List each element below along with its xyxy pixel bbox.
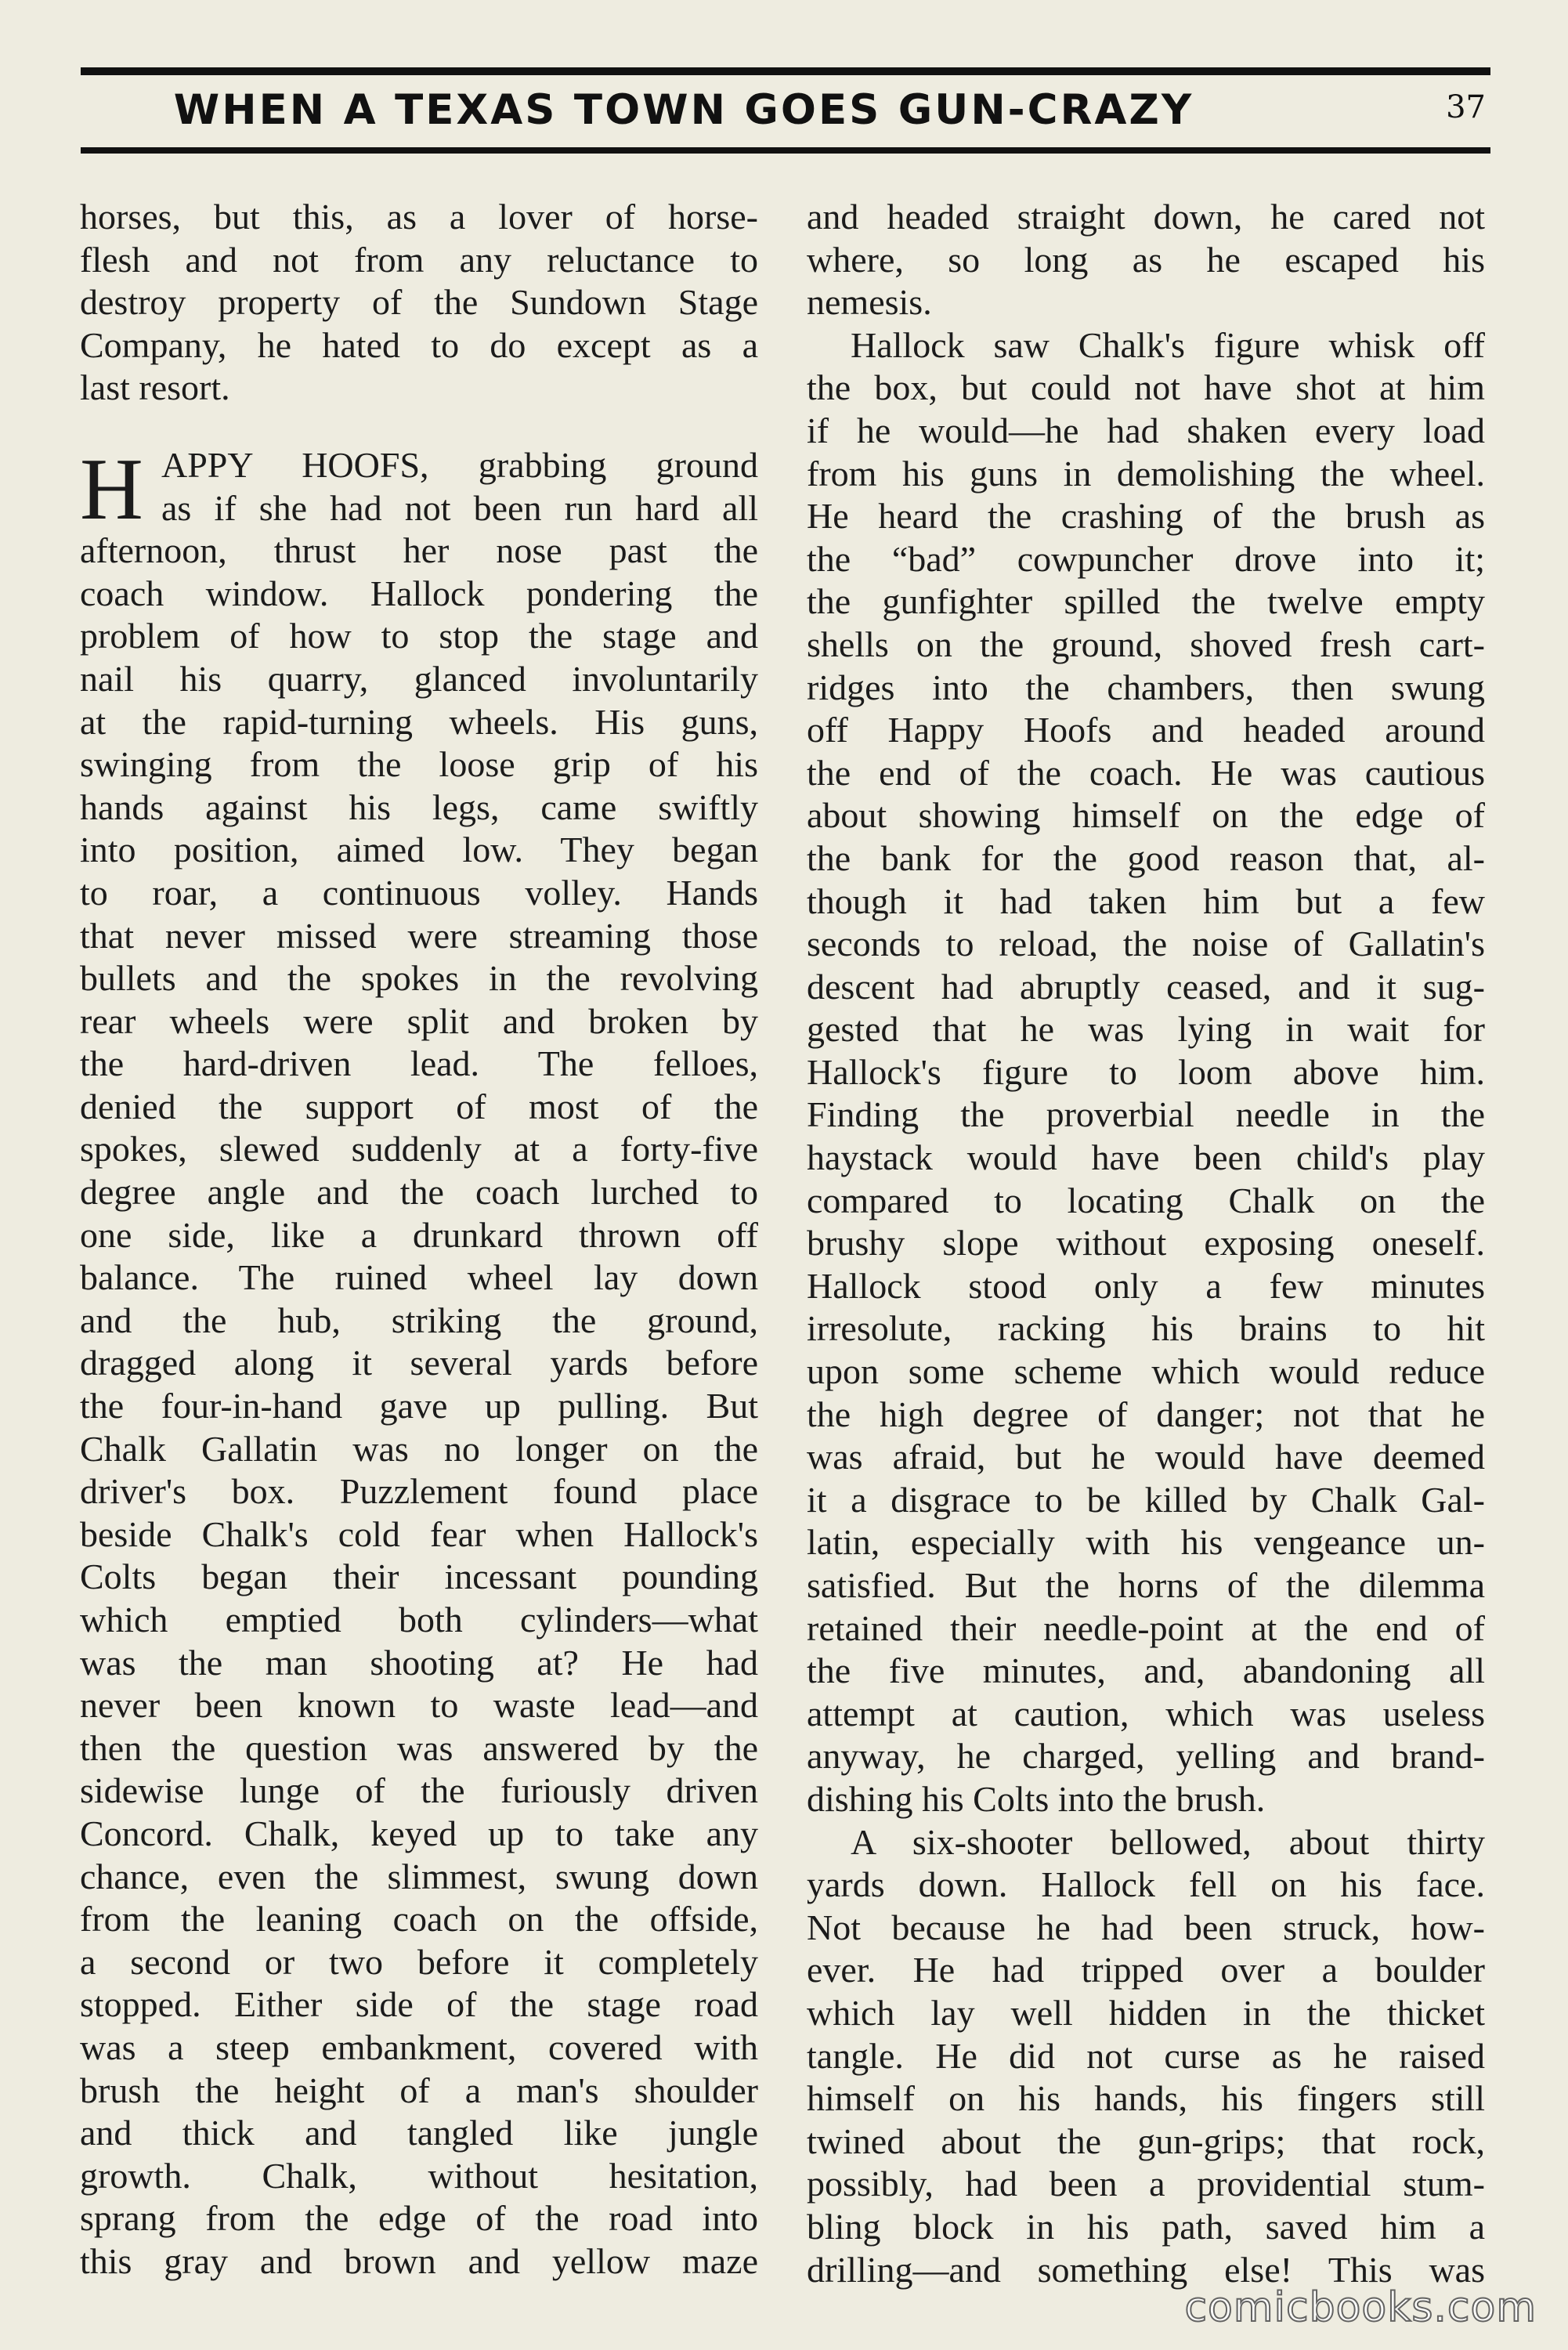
text-line: dishing his Colts into the brush. [807, 1778, 1266, 1819]
header-top-rule [81, 67, 1490, 75]
text-line: brush the height of a man's shoulder [80, 2070, 758, 2110]
text-line: nemesis. [807, 282, 932, 323]
text-line: the hard-driven lead. The felloes, [80, 1043, 758, 1084]
text-line: last resort. [80, 367, 230, 408]
text-line: Company, he hated to do except as a [80, 324, 758, 365]
text-line: retained their needle-point at the end of [807, 1607, 1485, 1648]
text-line: latin, especially with his vengeance un- [807, 1522, 1485, 1563]
text-line: tangle. He did not curse as he raised [807, 2035, 1485, 2076]
text-line: seconds to reload, the noise of Gallatin's [807, 924, 1485, 964]
text-line: though it had taken him but a few [807, 880, 1485, 921]
text-line: swinging from the loose grip of his [80, 744, 758, 785]
text-line: to roar, a continuous volley. Hands [80, 872, 758, 913]
text-line: was afraid, but he would have deemed [807, 1437, 1485, 1477]
watermark-logo: comicbooks.com [1184, 2284, 1537, 2331]
text-line: this gray and brown and yellow maze [80, 2240, 758, 2281]
text-line: A six-shooter bellowed, about thirty [851, 1821, 1485, 1862]
text-line: drilling—and something else! This was [807, 2249, 1485, 2290]
text-line: that never missed were streaming those [80, 915, 758, 956]
page-number: 37 [1446, 89, 1486, 125]
text-line: denied the support of most of the [80, 1086, 758, 1126]
text-line: degree angle and the coach lurched to [80, 1172, 758, 1213]
text-line: stopped. Either side of the stage road [80, 1984, 758, 2025]
text-line: balance. The ruined wheel lay down [80, 1257, 758, 1298]
text-line: sidewise lunge of the furiously driven [80, 1770, 758, 1811]
text-line: from his guns in demolishing the wheel. [807, 453, 1485, 494]
text-line: into position, aimed low. They began [80, 830, 758, 870]
text-line: one side, like a drunkard thrown off [80, 1214, 758, 1255]
text-line: the four-in-hand gave up pulling. But [80, 1386, 758, 1426]
text-line: at the rapid-turning wheels. His guns, [80, 701, 758, 742]
text-line: upon some scheme which would reduce [807, 1351, 1485, 1392]
text-line: descent had abruptly ceased, and it sug- [807, 966, 1485, 1007]
text-line: never been known to waste lead—and [80, 1685, 758, 1726]
left-column [80, 196, 758, 2295]
text-line: shells on the ground, shoved fresh cart- [807, 624, 1485, 664]
text-line: haystack would have been child's play [807, 1137, 1485, 1178]
text-line: the box, but could not have shot at him [807, 367, 1485, 408]
text-line: Concord. Chalk, keyed up to take any [80, 1813, 758, 1853]
paragraph [80, 530, 758, 2283]
text-line: then the question was answered by the [80, 1727, 758, 1768]
text-line: was a steep embankment, covered with [80, 2026, 758, 2067]
text-line: where, so long as he escaped his [807, 239, 1485, 280]
text-line: anyway, he charged, yelling and brand- [807, 1736, 1485, 1777]
text-line: which emptied both cylinders—what [80, 1600, 758, 1640]
text-line: as if she had not been run hard all [161, 487, 758, 528]
text-line: compared to locating Chalk on the [807, 1180, 1485, 1220]
text-line: ridges into the chambers, then swung [807, 667, 1485, 707]
text-line: irresolute, racking his brains to hit [807, 1308, 1485, 1349]
text-line: APPY HOOFS, grabbing ground [161, 444, 758, 485]
text-line: Hallock saw Chalk's figure whisk off [851, 324, 1485, 365]
text-line: Finding the proverbial needle in the [807, 1094, 1485, 1135]
text-line: the end of the coach. He was cautious [807, 752, 1485, 793]
text-line: attempt at caution, which was useless [807, 1693, 1485, 1734]
text-line: dragged along it several yards before [80, 1343, 758, 1383]
text-line: if he would—he had shaken every load [807, 410, 1485, 450]
text-line: and headed straight down, he cared not [807, 197, 1485, 237]
text-line: spokes, slewed suddenly at a forty-five [80, 1129, 758, 1170]
text-line: driver's box. Puzzlement found place [80, 1471, 758, 1512]
text-line: rear wheels were split and broken by [80, 1000, 758, 1041]
paragraph [80, 196, 758, 410]
drop-cap-block [80, 440, 758, 538]
text-line: was the man shooting at? He had [80, 1642, 758, 1683]
text-line: yards down. Hallock fell on his face. [807, 1864, 1485, 1905]
paragraph [807, 1821, 1485, 2292]
text-line: horses, but this, as a lover of horse- [80, 197, 758, 237]
text-line: ever. He had tripped over a boulder [807, 1950, 1485, 1990]
text-line: destroy property of the Sundown Stage [80, 282, 758, 323]
text-line: himself on his hands, his fingers still [807, 2078, 1485, 2119]
running-header [81, 75, 1490, 147]
paragraph [807, 196, 1485, 324]
text-line: beside Chalk's cold fear when Hallock's [80, 1513, 758, 1554]
text-line: the bank for the good reason that, al- [807, 837, 1485, 878]
section-break [80, 410, 758, 444]
text-line: flesh and not from any reluctance to [80, 239, 758, 280]
text-line: chance, even the slimmest, swung down [80, 1856, 758, 1896]
text-line: Hallock stood only a few minutes [807, 1265, 1485, 1306]
text-line: gested that he was lying in wait for [807, 1009, 1485, 1050]
text-line: bling block in his path, saved him a [807, 2206, 1485, 2247]
drop-cap: H [80, 440, 143, 538]
text-line: it a disgrace to be killed by Chalk Gal- [807, 1479, 1485, 1520]
text-line: afternoon, thrust her nose past the [80, 530, 758, 571]
text-line: Colts began their incessant pounding [80, 1556, 758, 1597]
text-line: Chalk Gallatin was no longer on the [80, 1428, 758, 1469]
text-line: Not because he had been struck, how- [807, 1907, 1485, 1947]
text-line: He heard the crashing of the brush as [807, 496, 1485, 537]
text-line: twined about the gun-grips; that rock, [807, 2120, 1485, 2161]
paragraph-opening [80, 440, 758, 538]
right-column [807, 196, 1485, 2295]
text-line: the gunfighter spilled the twelve empty [807, 581, 1485, 622]
text-line: problem of how to stop the stage and [80, 616, 758, 656]
text-line: Hallock's figure to loom above him. [807, 1051, 1485, 1092]
text-line: nail his quarry, glanced involuntarily [80, 658, 758, 699]
text-line: about showing himself on the edge of [807, 795, 1485, 836]
text-line: bullets and the spokes in the revolving [80, 958, 758, 999]
text-line: the “bad” cowpuncher drove into it; [807, 538, 1485, 579]
running-title: WHEN A TEXAS TOWN GOES GUN-CRAZY [173, 86, 1194, 134]
text-line: the five minutes, and, abandoning all [807, 1650, 1485, 1691]
text-line: coach window. Hallock pondering the [80, 573, 758, 613]
text-line: which lay well hidden in the thicket [807, 1992, 1485, 2033]
paragraph [807, 324, 1485, 1821]
text-line: a second or two before it completely [80, 1941, 758, 1982]
text-line: growth. Chalk, without hesitation, [80, 2155, 758, 2196]
text-line: the high degree of danger; not that he [807, 1394, 1485, 1434]
text-line: brushy slope without exposing oneself. [807, 1223, 1485, 1264]
text-line: and the hub, striking the ground, [80, 1300, 758, 1340]
text-line: possibly, had been a providential stum- [807, 2164, 1485, 2204]
header-bottom-rule [81, 147, 1490, 154]
text-line: sprang from the edge of the road into [80, 2198, 758, 2239]
text-line: satisfied. But the horns of the dilemma [807, 1565, 1485, 1605]
text-line: off Happy Hoofs and headed around [807, 710, 1485, 750]
text-line: from the leaning coach on the offside, [80, 1899, 758, 1940]
text-line: and thick and tangled like jungle [80, 2113, 758, 2153]
text-line: hands against his legs, came swiftly [80, 786, 758, 827]
